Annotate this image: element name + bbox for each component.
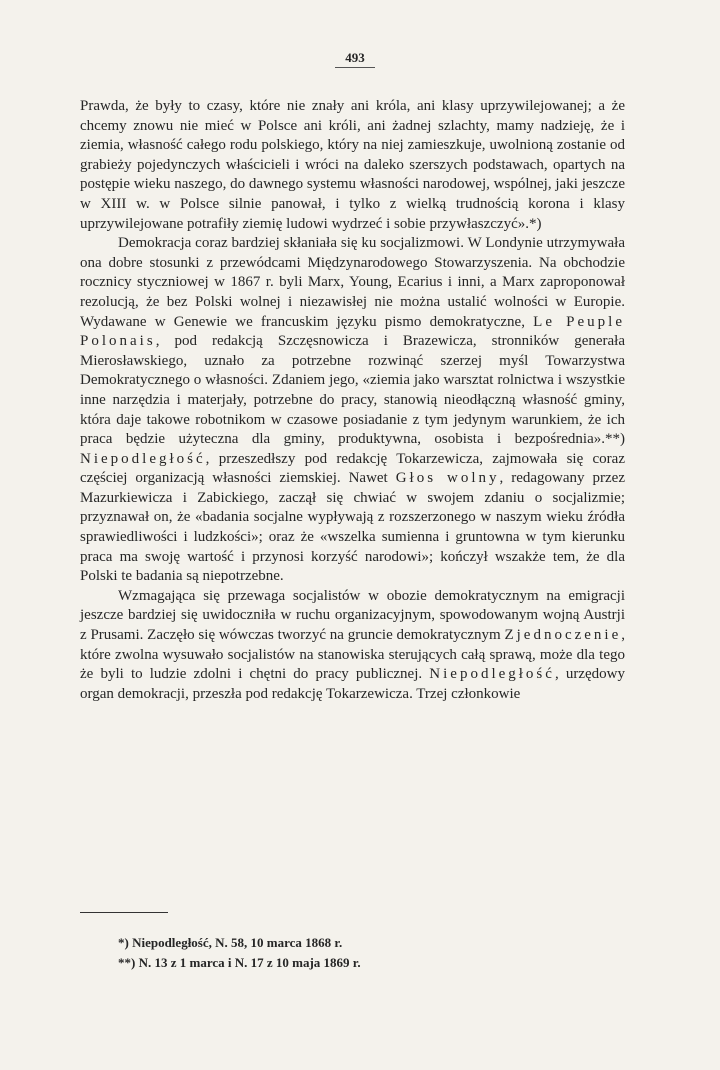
footnote: *) Niepodległość, N. 58, 10 marca 1868 r. [118,935,343,950]
body-text [80,97,625,704]
footnote: **) N. 13 z 1 marca i N. 17 z 10 maja 1869 r. [118,955,361,970]
spaced-title: Niepodległość [80,450,206,467]
paragraph [80,587,625,705]
text-run: , przeszedłszy pod redakcję Tokarzewicza, zajmowała się coraz częściej organizacją własności ziemskiej. Nawet [80,450,625,487]
text-run: , redagowany przez Mazurkiewicza i Zabickiego, zaczął się chwiać w swojem zdaniu o socjalizmie; przyznawał on, że «badania socjalne wypływają z rozszerzonego w naszym wieku źródła sprawiedliwości i ludzkości»; oraz że «wszelka sumienna i gruntowna w tym kierunku praca ma swoję wartość i przynosi korzyść narodowi»; kończył wszakże tem, że dla Polski te badania są niepotrzebne. [80,470,625,585]
spaced-title: Niepodległość [429,666,555,683]
spaced-title: Głos wolny [395,470,500,487]
text-run: Prawda, że były to czasy, które nie znały ani króla, ani klasy uprzywilejowanej; a że chcemy znowu nie mieć w Polsce ani króli, ani żadnej szlachty, mamy nadzieję, że i ziemia, własność całego rodu polskiego, który na niej zamieszkuje, uwolnioną zostanie od grabieży pojedynczych właścicieli i wróci na daleko szerszych podstawach, opartych na postępie wieku naszego, do dawnego systemu własności narodowej, wspólnej, jaki jeszcze w XIII w. w Polsce silnie panował, i tylko z wielką trudnością korona i klasy uprzywilejowane potrafiły ziemię ludowi wydrzeć i sobie przywłaszczyć».*) [80,98,625,232]
footnote-divider [80,912,168,913]
spaced-title: Zjednoczenie [504,627,622,644]
text-run: , które zwolna wysuwało socjalistów na stanowiska sterujących całą sprawą, może dla tego że byli to ludzie zdolni i chętni do pracy publicznej. [80,627,625,683]
text-run: Demokracja coraz bardziej skłaniała się ku socjalizmowi. W Londynie utrzymywała ona dobre stosunki z przewódcami Międzynarodowego Stowarzyszenia. Na obchodzie rocznicy styczniowej w 1867 r. byli Marx, Young, Ecarius i inni, a Marx zaproponował rezolucją, że bez Polski wolnej i niezawisłej nie można ustalić wolności w Europie. Wydawane w Genewie we francuskim języku pismo demokratyczne, [80,235,625,330]
paragraph [80,97,625,234]
text-run: , urzędowy organ demokracji, przeszła pod redakcję Tokarzewicza. Trzej członkowie [80,666,625,702]
text-run: , pod redakcją Szczęsnowicza i Brazewicza, stronników generała Mierosławskiego, uznało za potrzebne rozwinąć szerzej myśl Towarzystwa Demokratycznego o własności. Zdaniem jego, «ziemia jako warsztat rolnictwa i wszystkie inne narzędzia i materjały, potrzebne do pracy, stanowią nieodłączną własność gminy, która daje takowe robotnikom w czasowe posiadanie z tym jedynym warunkiem, że ich praca będzie użyteczna dla gminy, produktywna, osobista i bezpośrednia».**) [80,333,625,448]
page-number: 493 [335,50,375,68]
footnotes [118,933,598,973]
text-run: Wzmagająca się przewaga socjalistów w obozie demokratycznym na emigracji jeszcze bardziej się uwidoczniła w ruchu organizacyjnym, spowodowanym wojną Austrji z Prusami. Zaczęło się wówczas tworzyć na gruncie demokratycznym [80,587,625,644]
spaced-title: Le Peuple Polonais [80,313,625,350]
paragraph [80,234,625,587]
